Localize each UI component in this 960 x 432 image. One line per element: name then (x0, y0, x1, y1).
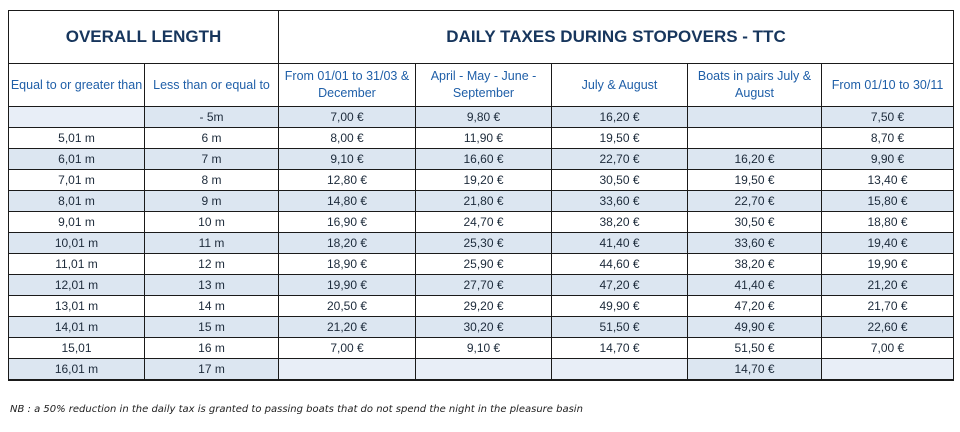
table-cell: 19,20 € (416, 170, 552, 191)
table-cell: 19,90 € (822, 254, 954, 275)
table-cell: 17 m (145, 359, 279, 381)
table-cell: 30,50 € (552, 170, 688, 191)
table-cell: 19,90 € (279, 275, 416, 296)
table-cell: 33,60 € (552, 191, 688, 212)
table-cell: 18,90 € (279, 254, 416, 275)
table-cell: 19,50 € (552, 128, 688, 149)
table-cell: 13 m (145, 275, 279, 296)
column-header: Less than or equal to (145, 64, 279, 107)
table-cell: 15 m (145, 317, 279, 338)
table-cell: 15,01 (9, 338, 145, 359)
table-cell: 14,80 € (279, 191, 416, 212)
table-cell: 12,01 m (9, 275, 145, 296)
table-cell: 11,90 € (416, 128, 552, 149)
table-cell (279, 359, 416, 381)
table-cell: 8 m (145, 170, 279, 191)
table-cell: 5,01 m (9, 128, 145, 149)
table-cell: 41,40 € (688, 275, 822, 296)
column-header: July & August (552, 64, 688, 107)
table-cell: 16,90 € (279, 212, 416, 233)
table-cell (688, 107, 822, 128)
table-cell (822, 359, 954, 381)
table-cell: 6,01 m (9, 149, 145, 170)
column-header: Boats in pairs July & August (688, 64, 822, 107)
table-cell: 13,01 m (9, 296, 145, 317)
table-cell: 19,50 € (688, 170, 822, 191)
table-cell: 21,20 € (822, 275, 954, 296)
footnote: NB : a 50% reduction in the daily tax is granted to passing boats that do not spend the night in the pleasure basin (10, 404, 583, 415)
stopover-tax-table (8, 10, 954, 381)
table-cell: 38,20 € (552, 212, 688, 233)
table-cell: 21,80 € (416, 191, 552, 212)
table-cell: 22,60 € (822, 317, 954, 338)
table-row (9, 212, 954, 233)
table-cell: 22,70 € (552, 149, 688, 170)
table-cell: 16,20 € (552, 107, 688, 128)
table-cell: 49,90 € (688, 317, 822, 338)
table-cell: 41,40 € (552, 233, 688, 254)
column-header: Equal to or greater than (9, 64, 145, 107)
table-cell: 10,01 m (9, 233, 145, 254)
table-cell: 20,50 € (279, 296, 416, 317)
table-cell: 14,70 € (552, 338, 688, 359)
table-cell: 25,90 € (416, 254, 552, 275)
table-cell: 30,20 € (416, 317, 552, 338)
column-header: April - May - June - September (416, 64, 552, 107)
table-row (9, 275, 954, 296)
table-cell: 51,50 € (552, 317, 688, 338)
table-row (9, 191, 954, 212)
table-cell: 7,50 € (822, 107, 954, 128)
table-cell: 33,60 € (688, 233, 822, 254)
table-cell: 8,01 m (9, 191, 145, 212)
table-cell: 12,80 € (279, 170, 416, 191)
table-cell: - 5m (145, 107, 279, 128)
table-cell: 51,50 € (688, 338, 822, 359)
table-cell: 47,20 € (688, 296, 822, 317)
column-header: From 01/01 to 31/03 & December (279, 64, 416, 107)
table-row (9, 296, 954, 317)
table-cell: 9,80 € (416, 107, 552, 128)
table-row (9, 233, 954, 254)
table-row (9, 338, 954, 359)
column-header: From 01/10 to 30/11 (822, 64, 954, 107)
table-cell: 13,40 € (822, 170, 954, 191)
table-cell (688, 128, 822, 149)
table-cell: 44,60 € (552, 254, 688, 275)
table-cell: 49,90 € (552, 296, 688, 317)
table-cell: 14,01 m (9, 317, 145, 338)
table-cell: 9,90 € (822, 149, 954, 170)
table-row (9, 149, 954, 170)
table-row (9, 317, 954, 338)
table-cell: 8,00 € (279, 128, 416, 149)
table-row (9, 359, 954, 381)
table-cell: 6 m (145, 128, 279, 149)
overall-length-header: OVERALL LENGTH (9, 11, 279, 64)
table-cell: 14 m (145, 296, 279, 317)
table-cell: 7,01 m (9, 170, 145, 191)
table-cell: 18,80 € (822, 212, 954, 233)
table-cell: 24,70 € (416, 212, 552, 233)
table-cell: 11,01 m (9, 254, 145, 275)
table-row (9, 107, 954, 128)
table-cell: 9,10 € (416, 338, 552, 359)
table-cell: 29,20 € (416, 296, 552, 317)
table-cell: 7,00 € (279, 107, 416, 128)
table-cell: 38,20 € (688, 254, 822, 275)
table-cell: 16,60 € (416, 149, 552, 170)
table-cell: 16,20 € (688, 149, 822, 170)
table-body (9, 107, 954, 381)
table-cell: 22,70 € (688, 191, 822, 212)
table-cell: 15,80 € (822, 191, 954, 212)
table-cell: 10 m (145, 212, 279, 233)
table-cell: 47,20 € (552, 275, 688, 296)
table-cell: 9 m (145, 191, 279, 212)
table-row (9, 128, 954, 149)
table-cell: 7,00 € (822, 338, 954, 359)
table-row (9, 170, 954, 191)
table-cell: 18,20 € (279, 233, 416, 254)
table-cell: 19,40 € (822, 233, 954, 254)
column-header-row (9, 64, 954, 107)
table-cell: 9,10 € (279, 149, 416, 170)
table-cell: 11 m (145, 233, 279, 254)
table-cell (552, 359, 688, 381)
table-cell: 21,70 € (822, 296, 954, 317)
table-cell: 8,70 € (822, 128, 954, 149)
table-cell: 30,50 € (688, 212, 822, 233)
daily-taxes-header: DAILY TAXES DURING STOPOVERS - TTC (279, 11, 954, 64)
table-cell: 7,00 € (279, 338, 416, 359)
table-row (9, 254, 954, 275)
table-cell: 14,70 € (688, 359, 822, 381)
table-cell: 9,01 m (9, 212, 145, 233)
table-cell (416, 359, 552, 381)
table-cell: 27,70 € (416, 275, 552, 296)
table-cell: 12 m (145, 254, 279, 275)
table-cell (9, 107, 145, 128)
table-cell: 16,01 m (9, 359, 145, 381)
table-cell: 21,20 € (279, 317, 416, 338)
table-cell: 7 m (145, 149, 279, 170)
table-cell: 16 m (145, 338, 279, 359)
table-cell: 25,30 € (416, 233, 552, 254)
